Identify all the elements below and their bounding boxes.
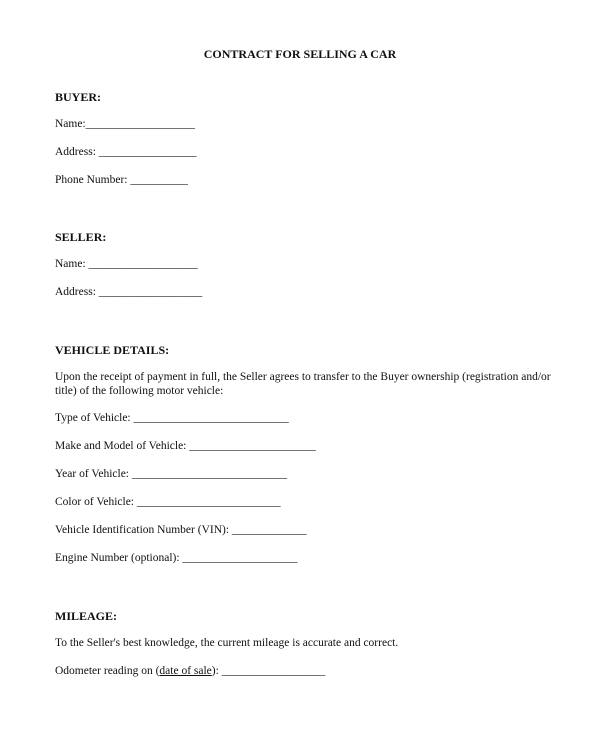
buyer-heading: BUYER: — [55, 90, 102, 104]
seller-heading: SELLER: — [55, 230, 107, 244]
mileage-statement: To the Seller's best knowledge, the current mileage is accurate and correct. — [55, 637, 399, 649]
odometer-prefix: Odometer reading on ( — [55, 665, 160, 677]
mileage-heading: MILEAGE: — [55, 609, 118, 623]
odometer-date-of-sale: date of sale — [159, 665, 212, 677]
vehicle-make-model-field[interactable]: Make and Model of Vehicle: ______________________ — [55, 440, 316, 452]
vehicle-color-field[interactable]: Color of Vehicle: _________________________ — [55, 496, 281, 508]
buyer-address-field[interactable]: Address: _________________ — [55, 146, 197, 158]
seller-name-field[interactable]: Name: ___________________ — [55, 258, 198, 270]
vehicle-year-field[interactable]: Year of Vehicle: ___________________________ — [55, 468, 288, 480]
vehicle-type-field[interactable]: Type of Vehicle: ___________________________ — [55, 412, 289, 424]
vehicle-intro-paragraph: Upon the receipt of payment in full, the Seller agrees to transfer to the Buyer ownership (registration and/or title) of the following motor vehicle: — [55, 371, 551, 397]
vehicle-details-heading: VEHICLE DETAILS: — [55, 343, 170, 357]
odometer-reading-field[interactable] — [55, 665, 325, 677]
buyer-name-field[interactable]: Name:___________________ — [55, 118, 195, 130]
document-title: CONTRACT FOR SELLING A CAR — [203, 47, 397, 61]
vehicle-vin-field[interactable]: Vehicle Identification Number (VIN): _____________ — [55, 524, 307, 536]
engine-number-field[interactable]: Engine Number (optional): ____________________ — [55, 552, 298, 564]
buyer-phone-field[interactable]: Phone Number: __________ — [55, 174, 188, 186]
odometer-suffix: ): __________________ — [211, 665, 326, 677]
seller-address-field[interactable]: Address: __________________ — [55, 286, 203, 298]
